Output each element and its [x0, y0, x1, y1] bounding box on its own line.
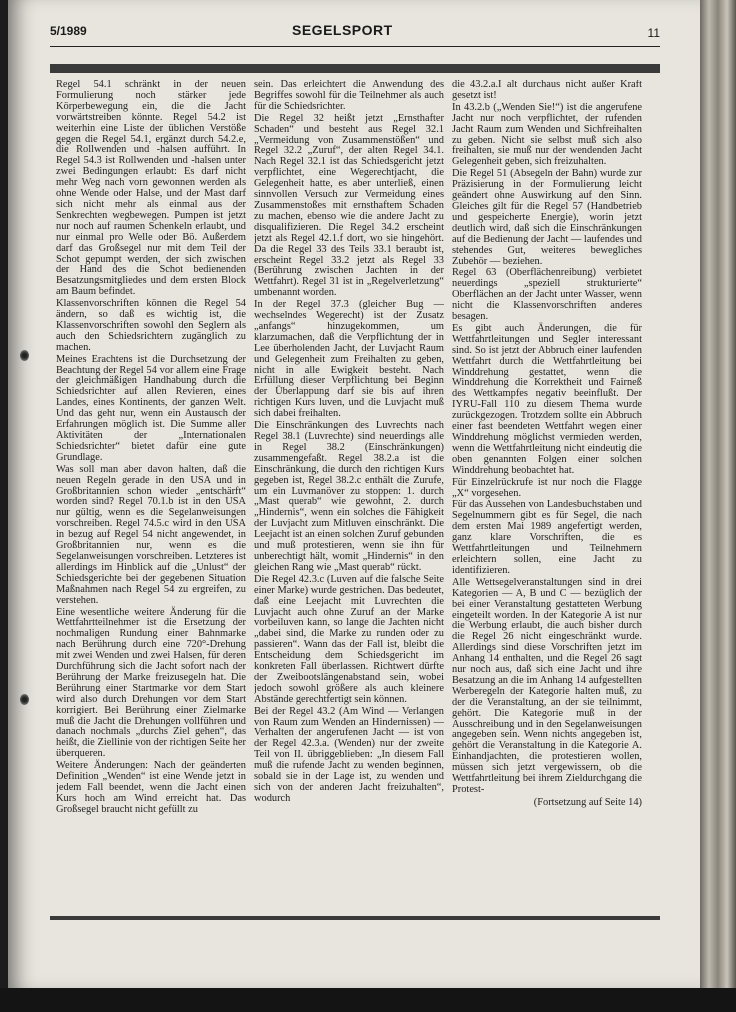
book-binding	[700, 0, 736, 1012]
text-column-3	[452, 80, 642, 912]
paragraph: Bei der Regel 43.2 (Am Wind — Verlangen von Raum zum Wenden an Hindernissen) — Verhalten der angerufenen Jacht — ist von der Regel 42.3.a. (Wenden) nur der zweite Teil von II. übriggeblieben: „In diesem Fall muß die rufende Jacht zu wenden beginnen, sobald sie in der Lage ist, zu wenden und sich von der anderen Jacht freizuhalten“, wodurch	[254, 705, 444, 804]
paragraph: Regel 54.1 schränkt in der neuen Formulierung noch stärker jede Körperbewegung ein, die die Jacht vorwärtstreiben könnte. Regel 54.2 ist weiterhin eine Liste der üblichen Verstöße gegen die Regel 54.1, ergänzt durch 54.2.e, die Rollwenden und -halsen aufführt. In Regel 54.3 ist Rollwenden und -halsen unter zwei Bedingungen erlaubt: Es darf nicht mehr Weg nach vorn gewonnen werden als ohne Wende oder Halse, und der Mast darf sich nicht mehr als einmal aus der Senkrechten wegbewegen. Pumpen ist jetzt nur noch auf raumen Schenkeln erlaubt, und nur einmal pro Welle oder Bö. Außerdem darf das Großsegel nur mit dem Teil der Schot gepumpt werden, der sich zwischen der Hand des die Schot bedienenden Besatzungsmitgliedes und dem ersten Block am Baum befindet.	[56, 80, 246, 298]
binder-hole	[20, 694, 29, 705]
text-column-1	[56, 80, 246, 912]
paragraph: Die Regel 51 (Absegeln der Bahn) wurde zur Präzisierung in der Formulierung leicht geändert ohne Auswirkung auf den Sinn. Gleiches gilt für die Regel 57 (Handbetrieb und gespeicherte Energie), worin jetzt deutlich wird, daß sich die Einschränkungen auf die Bedienung der Jacht — laufendes und stehendes Gut, weiteres bewegliches Zubehör — beziehen.	[452, 168, 642, 267]
top-bar-rule	[50, 64, 660, 73]
paragraph: Alle Wettsegelveranstaltungen sind in drei Kategorien — A, B und C — bezüglich der bei einer Veranstaltung gestatteten Werbung eingeteilt worden. In der Kategorie A ist nur die Werbung erlaubt, die auch bisher durch die Regel 26 nicht eingeschränkt wurde. Allerdings sind diese Vorschriften jetzt im Anhang 14 enthalten, und die Regel 26 sagt nur noch aus, daß sich eine Jacht und ihre Besatzung an die im Anhang 14 aufgestellten Werberegeln der Kategorie halten muß, zu der die Veranstaltung, an der sie teilnimmt, gehört. Die Kategorie muß in der Ausschreibung und in den Segelanweisungen angegeben sein. Wenn nichts angegeben ist, gehört die Veranstaltung in die Kategorie A. Einhandjachten, die protestieren wollen, müssen sich jetzt vergewissern, ob die Wettfahrtleitung bei ihrem Zieldurchgang die Protest-	[452, 576, 642, 795]
paragraph: Die Einschränkungen des Luvrechts nach Regel 38.1 (Luvrechte) sind neuerdings alle in Regel 38.2 (Einschränkungen) zusammengefaßt. Regel 38.2.a ist die Einschränkung, die durch den richtigen Kurs gegeben ist, Regel 38.2.c enthält die Zurufe, um ein Luvmanöver zu stoppen: 1. durch „Mast querab“ wie gewohnt, 2. durch „Hindernis“, wenn ein solches die Fähigkeit der Luvjacht zum Mitluven einschränkt. Die Leejacht ist an einen solchen Zuruf gebunden und muß protestieren, wenn sie ihn für unberechtigt hält, womit „Hindernis“ in den gleichen Rang wie „Mast querab“ rückt.	[254, 420, 444, 573]
paragraph: Regel 63 (Oberflächenreibung) verbietet neuerdings „speziell strukturierte“ Oberflächen an der Jacht unter Wasser, wenn nicht die Klassenvorschriften anderes besagen.	[452, 267, 642, 323]
paragraph: Es gibt auch Änderungen, die für Wettfahrtleitungen und Segler interessant sind. So ist jetzt der Abbruch einer laufenden Wettfahrt durch die Wettfahrtleitung bei Winddrehung gestattet, wenn die Winddrehung die Korrektheit und Fairneß des Wettkampfes negativ beeinflußt. Der IYRU-Fall 110 zu diesem Thema wurde zurückgezogen. Trotzdem sollte ein Abbruch einer fast beendeten Wettfahrt wegen einer Winddrehung möglichst vermieden werden, wenn die Wettfahrtleitung nicht eindeutig die oben genannten Folgen einer solchen Winddrehung beobachtet hat.	[452, 322, 642, 476]
paragraph: die 43.2.a.I alt durchaus nicht außer Kraft gesetzt ist!	[452, 80, 642, 101]
binder-hole	[20, 350, 29, 361]
continuation-note: (Fortsetzung auf Seite 14)	[533, 796, 642, 808]
scan-shadow	[0, 988, 736, 1012]
paragraph: Für das Aussehen von Landesbuchstaben und Segelnummern gibt es für Segel, die nach dem ersten Mai 1989 angefertigt werden, ganz klare Vorschriften, die es Wettfahrtleitungen und Teilnehmern erleichtern sollen, eine Jacht zu identifizieren.	[452, 499, 642, 576]
magazine-title: SEGELSPORT	[292, 22, 393, 38]
page-number: 11	[647, 26, 660, 40]
issue-number: 5/1989	[50, 24, 87, 38]
paragraph: Für Einzelrückrufe ist nur noch die Flagge „X“ vorgesehen.	[452, 476, 642, 499]
paragraph: Meines Erachtens ist die Durchsetzung der Beachtung der Regel 54 vor allem eine Frage der gleichmäßigen Handhabung durch die Schiedsrichter auf allen Revieren, eines Landes, eines Kontinents, der ganzen Welt. Und das geht nur, wenn ein Austausch der Erfahrungen möglich ist. Die Summe aller Aktivitäten der „Internationalen Schiedsrichter“ bietet dafür eine gute Grundlage.	[56, 353, 246, 463]
paragraph: Weitere Änderungen: Nach der geänderten Definition „Wenden“ ist eine Wende jetzt in jedem Fall beendet, wenn die Jacht einen Kurs hoch am Wind erreicht hat. Das Großsegel braucht nicht gefüllt zu	[56, 760, 246, 815]
text-column-2	[254, 80, 444, 912]
paragraph: sein. Das erleichtert die Anwendung des Begriffes sowohl für die Teilnehmer als auch für die Schiedsrichter.	[254, 80, 444, 112]
paragraph: Die Regel 42.3.c (Luven auf die falsche Seite einer Marke) wurde gestrichen. Das bedeutet, daß eine Leejacht mit Luvrechten die Luvjacht auch ohne Zuruf an der Marke vorbeiluven kann, so lange die Jachten nicht „dabei sind, die Marke zu runden oder zu passieren“. Wann das der Fall ist, bleibt die Entscheidung dem Schiedsgericht im konkreten Fall überlassen. Richtwert dürfte der Zweibootslängenabstand sein, wobei jedoch sowohl größere als auch kleinere Abstände gerechtfertigt sein können.	[254, 573, 444, 705]
paragraph: In der Regel 37.3 (gleicher Bug — wechselndes Wegerecht) ist der Zusatz „anfangs“ hinzugekommen, um klarzumachen, daß die Verpflichtung der in Lee überholenden Jacht, der Luvjacht Raum und Gelegenheit zum Freihalten zu geben, nicht in alle Ewigkeit besteht. Nach Erfüllung dieser Verpflichtung bei Beginn der Überlappung darf sie bis auf ihren richtigen Kurs luven, und die Luvjacht muß sich dabei freihalten.	[254, 299, 444, 420]
paragraph: Die Regel 32 heißt jetzt „Ernsthafter Schaden“ und besteht aus Regel 32.1 „Vermeidung von Zusammenstößen“ und Regel 32.2 „Zuruf“, der alten Regel 34.1. Nach Regel 32.1 ist das Schiedsgericht jetzt verpflichtet, eine Wegerechtjacht, die Gelegenheit hatte, es aber unterließ, einen sinnvollen Versuch zur Vermeidung eines Zusammenstoßes mit ernsthaftem Schaden zu machen, ebenso wie die andere Jacht zu disqualifizieren. Die Regel 34.2 erscheint jetzt als Regel 42.1.f dort, wo sie hingehört. Da die Regel 33 des Teils 33.1 beraubt ist, erscheint Regel 33.2 jetzt als Regel 33 (Berührung zwischen Jachten in der Wettfahrt). Regel 31 ist in „Regelverletzung“ umbenannt worden.	[254, 112, 444, 299]
footer-rule	[50, 916, 660, 920]
paragraph: Was soll man aber davon halten, daß die neuen Regeln gerade in den USA und in Großbritannien schon wieder „entschärft“ worden sind? Regel 70.1.b ist in den USA nur gültig, wenn es die Segelanweisungen vorschreiben. Regel 74.5.c wird in den USA in bezug auf Regel 54 nicht angewendet, in Großbritannien nur, wenn es die Segelanweisungen vorschreiben. Letzteres ist allerdings im Hinblick auf die „Unlust“ der Schiedsgerichte bei der gegebenen Situation Maßnahmen nach Regel 54 zu ergreifen, zu verstehen.	[56, 463, 246, 606]
magazine-page	[8, 0, 700, 988]
paragraph: Eine wesentliche weitere Änderung für die Wettfahrtteilnehmer ist die Ersetzung der nochmaligen Rundung einer Bahnmarke nach Berührung durch eine 720°-Drehung mit zwei Wenden und zwei Halsen, für deren Durchführung sich die Jacht sofort nach der Berührung der Marke freizusegeln hat. Die Berührung einer Startmarke vor dem Start wird also durch Drehungen vor dem Start korrigiert. Bei Berührung einer Zielmarke muß die Jacht die Drehungen vollführen und danach nochmals „durchs Ziel gehen“, das heißt, die Ziellinie von der richtigen Seite her überqueren.	[56, 606, 246, 760]
header-rule	[50, 46, 660, 47]
running-header	[50, 22, 660, 46]
paragraph: Klassenvorschriften können die Regel 54 ändern, so daß es wichtig ist, die Klassenvorschriften sowohl den Seglern als auch den Schiedsrichtern zugänglich zu machen.	[56, 298, 246, 353]
paragraph: In 43.2.b („Wenden Sie!“) ist die angerufene Jacht nur noch verpflichtet, der rufenden Jacht Raum zum Wenden und Sichfreihalten zu geben. Nicht sie selbst muß sich also freihalten, sie muß nur der wendenden Jacht Gelegenheit geben, sich freizuhalten.	[452, 101, 642, 168]
